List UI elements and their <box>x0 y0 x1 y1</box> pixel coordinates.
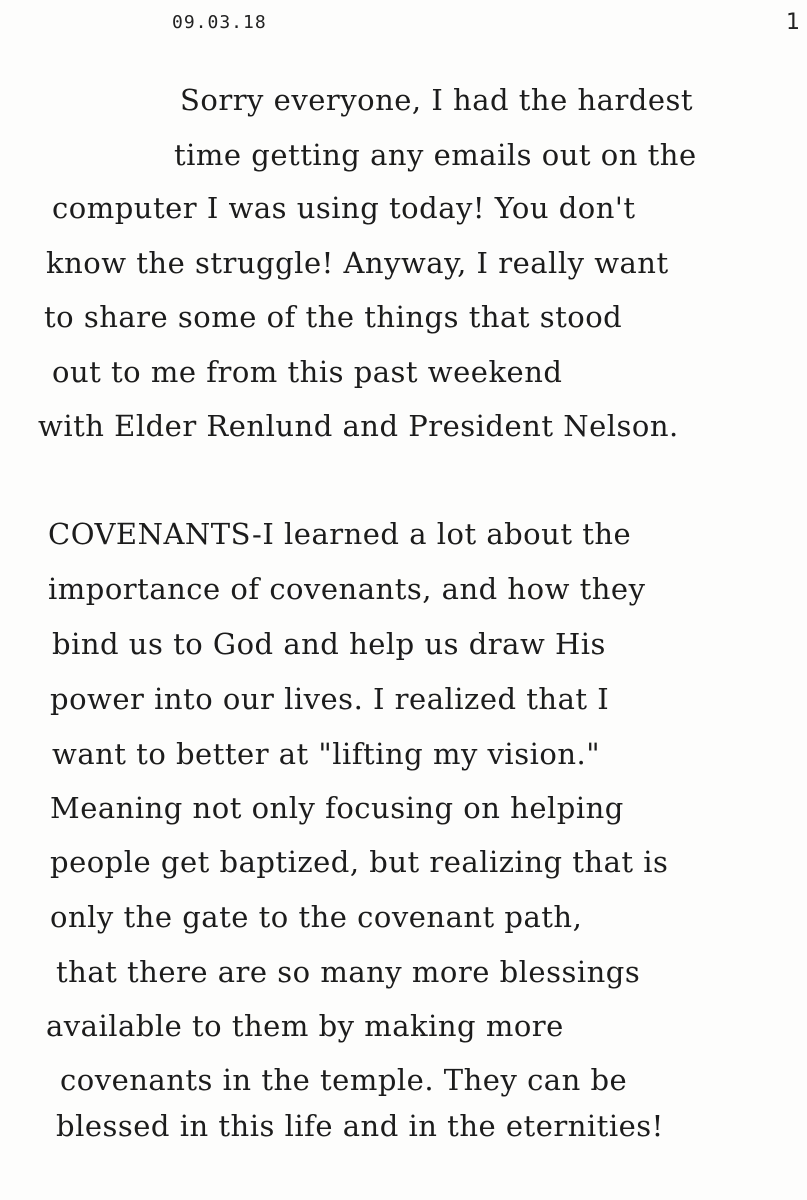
text-line: want to better at "lifting my vision." <box>52 737 601 771</box>
text-line: computer I was using today! You don't <box>52 191 636 225</box>
text-line: blessed in this life and in the eternities! <box>56 1109 664 1143</box>
text-line: people get baptized, but realizing that is <box>50 845 669 879</box>
text-line: time getting any emails out on the <box>174 138 697 172</box>
text-line: to share some of the things that stood <box>44 300 623 334</box>
text-line: Meaning not only focusing on helping <box>50 791 624 825</box>
text-line: available to them by making more <box>46 1009 564 1043</box>
text-line: that there are so many more blessings <box>56 955 641 989</box>
text-line: only the gate to the covenant path, <box>50 900 583 934</box>
text-line: Sorry everyone, I had the hardest <box>180 83 694 117</box>
text-line: know the struggle! Anyway, I really want <box>46 246 669 280</box>
text-line: importance of covenants, and how they <box>48 572 646 606</box>
entry-date: 09.03.18 <box>172 12 267 33</box>
text-line: covenants in the temple. They can be <box>60 1063 628 1097</box>
text-line: bind us to God and help us draw His <box>52 627 606 661</box>
text-line: out to me from this past weekend <box>52 355 563 389</box>
text-line: with Elder Renlund and President Nelson. <box>38 409 679 443</box>
text-line: power into our lives. I realized that I <box>50 682 610 716</box>
text-line: COVENANTS-I learned a lot about the <box>48 517 632 551</box>
page-number: 1 <box>786 10 800 35</box>
